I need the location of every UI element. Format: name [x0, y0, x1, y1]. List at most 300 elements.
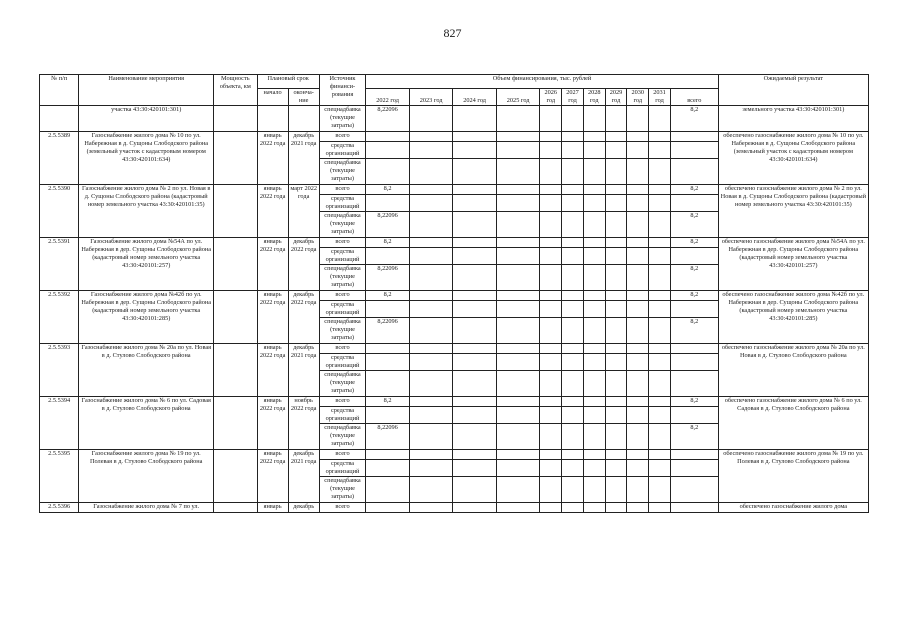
value-year-cell	[496, 407, 540, 424]
end-date: ноябрь 2022 года	[288, 397, 319, 450]
row-number: 2.5.5391	[40, 238, 79, 291]
event-name: Газоснабжение жилого дома №42б по ул. Набережная в дер. Сущоны Слободского района (кадастровый номер земельного участка 43:30:420101:285)	[79, 291, 214, 344]
value-total: 8,2	[670, 424, 718, 450]
value-year-cell	[649, 238, 671, 248]
value-year-cell	[453, 371, 497, 397]
value-year-cell	[583, 195, 605, 212]
value-2022: 8,2	[366, 238, 410, 248]
value-year-cell	[627, 142, 649, 159]
value-2022	[366, 159, 410, 185]
value-year-cell	[409, 354, 453, 371]
value-year-cell	[649, 248, 671, 265]
value-year-cell	[649, 301, 671, 318]
header-year-2027: 2027 год	[562, 89, 584, 106]
value-total	[670, 159, 718, 185]
value-year-cell	[540, 212, 562, 238]
value-year-cell	[583, 132, 605, 142]
end-date: март 2022 года	[288, 185, 319, 238]
header-year-2024: 2024 год	[453, 89, 497, 106]
value-year-cell	[649, 291, 671, 301]
value-total	[670, 354, 718, 371]
value-year-cell	[453, 265, 497, 291]
value-year-cell	[627, 159, 649, 185]
value-year-cell	[605, 265, 627, 291]
value-year-cell	[649, 397, 671, 407]
value-year-cell	[627, 318, 649, 344]
value-year-cell	[583, 301, 605, 318]
value-year-cell	[562, 132, 584, 142]
value-year-cell	[649, 424, 671, 450]
value-year-cell	[409, 301, 453, 318]
value-year-cell	[627, 248, 649, 265]
value-year-cell	[583, 159, 605, 185]
value-year-cell	[562, 291, 584, 301]
value-year-cell	[409, 450, 453, 460]
value-year-cell	[627, 354, 649, 371]
value-year-cell	[562, 354, 584, 371]
value-total	[670, 450, 718, 460]
value-year-cell	[453, 248, 497, 265]
value-total	[670, 344, 718, 354]
value-year-cell	[605, 371, 627, 397]
value-total	[670, 477, 718, 503]
event-name: Газоснабжение жилого дома № 19 по ул. Полевая в д. Стулово Слободского района	[79, 450, 214, 503]
header-year-2026: 2026 год	[540, 89, 562, 106]
value-year-cell	[453, 318, 497, 344]
event-name: Газоснабжение жилого дома № 7 по ул.	[79, 503, 214, 513]
value-2022	[366, 371, 410, 397]
value-year-cell	[649, 477, 671, 503]
header-start: начало	[257, 89, 288, 106]
value-total	[670, 195, 718, 212]
source-cell: спецнадбавка (текущие затраты)	[319, 318, 366, 344]
value-year-cell	[496, 460, 540, 477]
value-year-cell	[627, 195, 649, 212]
value-year-cell	[605, 159, 627, 185]
value-year-cell	[540, 142, 562, 159]
start-date: январь 2022 года	[257, 185, 288, 238]
value-year-cell	[583, 318, 605, 344]
value-year-cell	[562, 248, 584, 265]
start-date: январь 2022 года	[257, 450, 288, 503]
value-2022: 8,22096	[366, 265, 410, 291]
power-cell	[214, 291, 258, 344]
value-year-cell	[453, 407, 497, 424]
value-year-cell	[540, 195, 562, 212]
value-2022	[366, 142, 410, 159]
header-volume: Объем финансирования, тыс. рублей	[366, 75, 718, 89]
value-year-cell	[496, 397, 540, 407]
value-total: 8,2	[670, 265, 718, 291]
value-total	[670, 301, 718, 318]
header-year-2028: 2028 год	[583, 89, 605, 106]
end-date: декабрь 2021 года	[288, 450, 319, 503]
value-year-cell	[605, 291, 627, 301]
row-number: 2.5.5389	[40, 132, 79, 185]
value-year-cell	[562, 185, 584, 195]
value-year-cell	[649, 132, 671, 142]
header-year-2030: 2030 год	[627, 89, 649, 106]
value-year-cell	[409, 397, 453, 407]
value-year-cell	[583, 344, 605, 354]
value-total	[670, 460, 718, 477]
value-2022	[366, 354, 410, 371]
value-year-cell	[627, 397, 649, 407]
header-total: всего	[670, 89, 718, 106]
value-2022	[366, 301, 410, 318]
value-year-cell	[562, 397, 584, 407]
cont-source: спецнадбавка (текущие затраты)	[319, 106, 366, 132]
source-cell: средства организаций	[319, 301, 366, 318]
value-year-cell	[627, 424, 649, 450]
expected-result: обеспечено газоснабжение жилого дома № 20а по ул. Новая в д. Стулово Слободского района	[718, 344, 868, 397]
value-year-cell	[583, 291, 605, 301]
value-year-cell	[649, 503, 671, 513]
table-row	[40, 397, 869, 407]
row-number: 2.5.5394	[40, 397, 79, 450]
end-date: декабрь 2021 года	[288, 132, 319, 185]
header-year-2022: 2022 год	[366, 89, 410, 106]
value-year-cell	[453, 132, 497, 142]
value-year-cell	[562, 460, 584, 477]
value-year-cell	[540, 424, 562, 450]
value-year-cell	[627, 265, 649, 291]
value-year-cell	[496, 195, 540, 212]
source-cell: всего	[319, 185, 366, 195]
value-year-cell	[540, 301, 562, 318]
power-cell	[214, 132, 258, 185]
value-year-cell	[649, 354, 671, 371]
value-year-cell	[627, 460, 649, 477]
value-year-cell	[605, 407, 627, 424]
value-year-cell	[562, 318, 584, 344]
value-year-cell	[496, 477, 540, 503]
header-year-2029: 2029 год	[605, 89, 627, 106]
end-date: декабрь 2022 года	[288, 238, 319, 291]
value-year-cell	[605, 195, 627, 212]
cont-name: участка 43:30:420101:301)	[79, 106, 214, 132]
value-year-cell	[605, 238, 627, 248]
value-year-cell	[627, 238, 649, 248]
header-year-2031: 2031 год	[649, 89, 671, 106]
value-year-cell	[540, 477, 562, 503]
row-number: 2.5.5393	[40, 344, 79, 397]
value-year-cell	[453, 460, 497, 477]
value-year-cell	[605, 424, 627, 450]
source-cell: спецнадбавка (текущие затраты)	[319, 212, 366, 238]
value-year-cell	[583, 354, 605, 371]
value-year-cell	[540, 354, 562, 371]
value-year-cell	[649, 460, 671, 477]
table-row	[40, 344, 869, 354]
value-year-cell	[583, 477, 605, 503]
value-year-cell	[583, 397, 605, 407]
value-year-cell	[627, 503, 649, 513]
value-year-cell	[540, 397, 562, 407]
value-year-cell	[605, 212, 627, 238]
table-row	[40, 450, 869, 460]
value-year-cell	[627, 185, 649, 195]
value-year-cell	[562, 195, 584, 212]
value-2022	[366, 195, 410, 212]
value-year-cell	[540, 185, 562, 195]
value-year-cell	[649, 318, 671, 344]
value-year-cell	[649, 185, 671, 195]
value-year-cell	[605, 318, 627, 344]
source-cell: спецнадбавка (текущие затраты)	[319, 159, 366, 185]
value-2022: 8,22096	[366, 212, 410, 238]
header-end: оконча-ние	[288, 89, 319, 106]
power-cell	[214, 238, 258, 291]
value-year-cell	[562, 371, 584, 397]
value-year-cell	[562, 212, 584, 238]
value-year-cell	[605, 460, 627, 477]
value-year-cell	[453, 301, 497, 318]
row-number: 2.5.5396	[40, 503, 79, 513]
value-total	[670, 407, 718, 424]
expected-result: обеспечено газоснабжение жилого дома № 2 по ул. Новая в д. Сущоны Слободского района (кадастровый номер земельного участка 43:30:420101:35)	[718, 185, 868, 238]
value-year-cell	[496, 503, 540, 513]
value-year-cell	[409, 477, 453, 503]
value-year-cell	[627, 301, 649, 318]
table-row	[40, 185, 869, 195]
value-year-cell	[453, 238, 497, 248]
power-cell	[214, 185, 258, 238]
value-year-cell	[409, 248, 453, 265]
value-year-cell	[453, 142, 497, 159]
value-year-cell	[540, 344, 562, 354]
value-year-cell	[496, 318, 540, 344]
source-cell: всего	[319, 291, 366, 301]
value-year-cell	[605, 185, 627, 195]
value-year-cell	[409, 291, 453, 301]
value-year-cell	[409, 460, 453, 477]
value-year-cell	[540, 450, 562, 460]
value-2022	[366, 248, 410, 265]
row-number: 2.5.5395	[40, 450, 79, 503]
value-year-cell	[540, 318, 562, 344]
source-cell: всего	[319, 238, 366, 248]
value-year-cell	[605, 354, 627, 371]
value-year-cell	[627, 477, 649, 503]
value-2022: 8,22096	[366, 424, 410, 450]
value-year-cell	[496, 265, 540, 291]
value-year-cell	[627, 344, 649, 354]
expected-result: обеспечено газоснабжение жилого дома № 10 по ул. Набережная в д. Сущоны Слободского района (земельный участок с кадастровым номером 43:30:420101:634)	[718, 132, 868, 185]
value-year-cell	[453, 159, 497, 185]
value-year-cell	[562, 265, 584, 291]
value-year-cell	[583, 450, 605, 460]
value-year-cell	[649, 265, 671, 291]
header-power: Мощность объекта, км	[214, 75, 258, 106]
source-cell: спецнадбавка (текущие затраты)	[319, 424, 366, 450]
source-cell: всего	[319, 344, 366, 354]
value-2022	[366, 344, 410, 354]
end-date: декабрь	[288, 503, 319, 513]
value-year-cell	[605, 248, 627, 265]
cont-total: 8,2	[670, 106, 718, 132]
value-year-cell	[649, 159, 671, 185]
value-year-cell	[583, 265, 605, 291]
value-2022	[366, 407, 410, 424]
value-year-cell	[496, 291, 540, 301]
table-row	[40, 106, 869, 132]
table-row	[40, 291, 869, 301]
value-year-cell	[409, 503, 453, 513]
value-year-cell	[496, 142, 540, 159]
power-cell	[214, 397, 258, 450]
value-2022: 8,2	[366, 291, 410, 301]
value-year-cell	[562, 238, 584, 248]
value-2022	[366, 477, 410, 503]
value-year-cell	[649, 371, 671, 397]
value-total: 8,2	[670, 212, 718, 238]
source-cell: всего	[319, 503, 366, 513]
value-year-cell	[605, 132, 627, 142]
source-cell: всего	[319, 397, 366, 407]
source-cell: средства организаций	[319, 460, 366, 477]
value-year-cell	[540, 159, 562, 185]
power-cell	[214, 503, 258, 513]
end-date: декабрь 2022 года	[288, 291, 319, 344]
value-total: 8,2	[670, 185, 718, 195]
value-year-cell	[409, 407, 453, 424]
header-year-2023: 2023 год	[409, 89, 453, 106]
value-year-cell	[453, 477, 497, 503]
value-year-cell	[496, 301, 540, 318]
value-year-cell	[409, 185, 453, 195]
value-year-cell	[409, 142, 453, 159]
value-year-cell	[496, 212, 540, 238]
value-year-cell	[540, 503, 562, 513]
header-result: Ожидаемый результат	[718, 75, 868, 106]
value-year-cell	[496, 344, 540, 354]
value-year-cell	[453, 450, 497, 460]
start-date: январь 2022 года	[257, 132, 288, 185]
value-year-cell	[583, 212, 605, 238]
value-year-cell	[562, 159, 584, 185]
expected-result: обеспечено газоснабжение жилого дома №54А по ул. Набережная в дер. Сущоны Слободского района (кадастровый номер земельного участка 43:30:420101:257)	[718, 238, 868, 291]
value-year-cell	[496, 238, 540, 248]
value-year-cell	[649, 344, 671, 354]
start-date: январь 2022 года	[257, 291, 288, 344]
value-year-cell	[453, 503, 497, 513]
value-year-cell	[540, 248, 562, 265]
value-total	[670, 132, 718, 142]
source-cell: спецнадбавка (текущие затраты)	[319, 265, 366, 291]
value-year-cell	[627, 291, 649, 301]
value-year-cell	[605, 344, 627, 354]
value-total	[670, 371, 718, 397]
value-year-cell	[453, 195, 497, 212]
value-total	[670, 248, 718, 265]
value-year-cell	[496, 185, 540, 195]
source-cell: средства организаций	[319, 407, 366, 424]
value-year-cell	[583, 407, 605, 424]
row-number: 2.5.5392	[40, 291, 79, 344]
financing-table	[39, 74, 869, 513]
value-year-cell	[583, 460, 605, 477]
header-num: № п/п	[40, 75, 79, 106]
end-date: декабрь 2021 года	[288, 344, 319, 397]
value-year-cell	[409, 238, 453, 248]
value-year-cell	[605, 397, 627, 407]
header-year-2025: 2025 год	[496, 89, 540, 106]
value-year-cell	[496, 248, 540, 265]
value-year-cell	[562, 142, 584, 159]
value-year-cell	[562, 503, 584, 513]
start-date: январь 2022 года	[257, 397, 288, 450]
value-year-cell	[496, 132, 540, 142]
value-2022: 8,2	[366, 397, 410, 407]
cont-result: земельного участка 43:30:420101:301)	[718, 106, 868, 132]
value-year-cell	[627, 371, 649, 397]
value-year-cell	[496, 371, 540, 397]
value-year-cell	[562, 407, 584, 424]
source-cell: спецнадбавка (текущие затраты)	[319, 477, 366, 503]
value-year-cell	[540, 132, 562, 142]
value-year-cell	[496, 450, 540, 460]
value-year-cell	[453, 185, 497, 195]
value-year-cell	[605, 477, 627, 503]
value-2022: 8,2	[366, 185, 410, 195]
value-year-cell	[409, 212, 453, 238]
value-year-cell	[649, 212, 671, 238]
value-year-cell	[366, 503, 410, 513]
value-year-cell	[605, 503, 627, 513]
expected-result: обеспечено газоснабжение жилого дома	[718, 503, 868, 513]
value-year-cell	[409, 371, 453, 397]
value-total: 8,2	[670, 291, 718, 301]
value-year-cell	[453, 344, 497, 354]
value-2022	[366, 460, 410, 477]
value-year-cell	[562, 477, 584, 503]
value-year-cell	[540, 238, 562, 248]
expected-result: обеспечено газоснабжение жилого дома №42б по ул. Набережная в дер. Сущоны Слободского района (кадастровый номер земельного участка 43:30:420101:285)	[718, 291, 868, 344]
value-year-cell	[453, 354, 497, 371]
value-year-cell	[562, 344, 584, 354]
value-year-cell	[583, 238, 605, 248]
start-date: январь	[257, 503, 288, 513]
value-year-cell	[453, 397, 497, 407]
value-year-cell	[605, 142, 627, 159]
table-row	[40, 132, 869, 142]
source-cell: средства организаций	[319, 142, 366, 159]
value-year-cell	[409, 344, 453, 354]
value-year-cell	[583, 424, 605, 450]
value-year-cell	[562, 424, 584, 450]
value-year-cell	[562, 450, 584, 460]
value-year-cell	[409, 132, 453, 142]
value-year-cell	[649, 450, 671, 460]
value-2022	[366, 450, 410, 460]
expected-result: обеспечено газоснабжение жилого дома № 6 по ул. Садовая в д. Стулово Слободского района	[718, 397, 868, 450]
value-year-cell	[496, 159, 540, 185]
value-year-cell	[540, 407, 562, 424]
value-year-cell	[540, 265, 562, 291]
header-source: Источник финанси-рования	[319, 75, 366, 106]
power-cell	[214, 344, 258, 397]
page-number: 827	[443, 26, 462, 40]
source-cell: средства организаций	[319, 354, 366, 371]
source-cell: средства организаций	[319, 248, 366, 265]
table-row	[40, 503, 869, 513]
start-date: январь 2022 года	[257, 238, 288, 291]
expected-result: обеспечено газоснабжение жилого дома № 19 по ул. Полевая в д. Стулово Слободского района	[718, 450, 868, 503]
source-cell: всего	[319, 450, 366, 460]
value-year-cell	[453, 212, 497, 238]
value-total: 8,2	[670, 318, 718, 344]
